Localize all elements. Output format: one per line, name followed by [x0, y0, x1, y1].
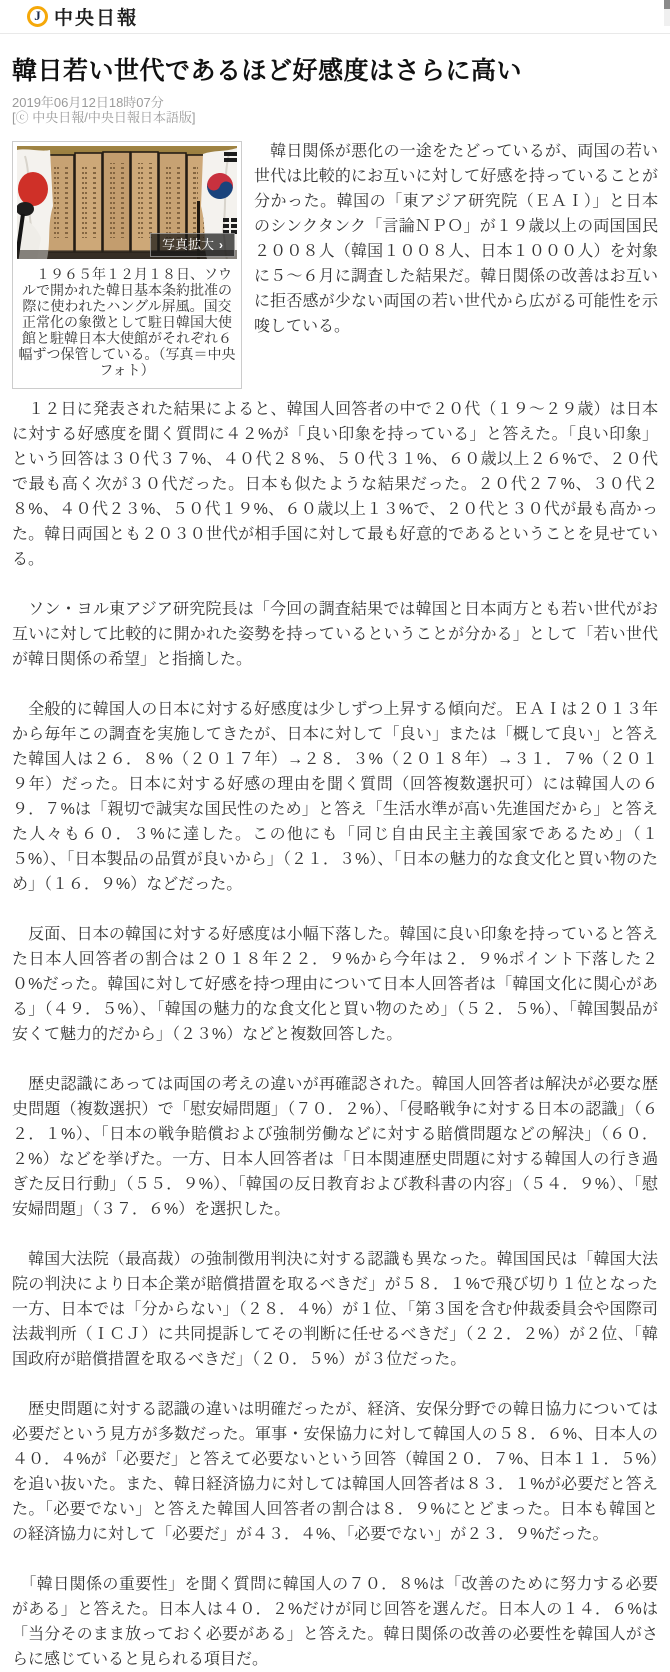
- article-paragraph: 韓国大法院（最高裁）の強制徴用判決に対する認識も異なった。韓国国民は「韓国大法院の判決により日本企業が賠償措置を取るべきだ」が５８．１%で飛び切り１位となった一方、日本では「分からない」（２８．４%）が１位、「第３国を含む仲裁委員会や国際司法裁判所（ＩＣＪ）に共同提訴してその判断に任せるべきだ」（２２．２%）が２位、「韓国政府が賠償措置を取るべきだ」（２０．５%）が３位だった。: [12, 1251, 658, 1368]
- article-paragraph: 韓日関係が悪化の一途をたどっているが、両国の若い世代は比較的にお互いに対して好感を持っていることが分かった。韓国の「東アジア研究院（ＥＡＩ）」と日本のシンクタンク「言論ＮＰＯ」が１９歳以上の両国国民２００８人（韓国１００８人、日本１０００人）を対象に５～６月に調査した結果だ。韓日関係の改善はお互いに拒否感が少ない両国の若い世代から広がる可能性を示唆している。: [254, 143, 658, 335]
- article-paragraph: 「韓日関係の重要性」を聞く質問に韓国人の７０．８%は「改善のために努力する必要がある」と答えた。日本人は４０．２%だけが同じ回答を選んだ。日本人の１４．６%は「当分そのまま放っておく必要がある」と答えた。韓日関係の改善の必要性を韓国人がさらに感じていると見られる項目だ。: [12, 1576, 658, 1668]
- article-paragraph: ソン・ヨル東アジア研究院長は「今回の調査結果では韓国と日本両方とも若い世代がお互いに対して比較的に開かれた姿勢を持っているということが分かる」として「若い世代が韓日関係の希望」と指摘した。: [12, 601, 658, 668]
- article-paragraph: 全般的に韓国人の日本に対する好感度は少しずつ上昇する傾向だ。ＥＡＩは２０１３年から毎年この調査を実施してきたが、日本に対して「良い」または「概して良い」と答えた韓国人は２６．８%（２０１７年）→２８．３%（２０１８年）→３１．７%（２０１９年）だった。日本に対する好感の理由を聞く質問（回答複数選択可）には韓国人の６９．７%は「親切で誠実な国民性のため」と答え「生活水準が高い先進国だから」と答えた人々も６０．３%に達した。この他にも「同じ自由民主主義国家であるため」（１５%）、「日本製品の品質が良いから」（２１．３%）、「日本の魅力的な食文化と買い物のため」（１６．９%）などだった。: [12, 701, 658, 893]
- article-paragraph: １２日に発表された結果によると、韓国人回答者の中で２０代（１９～２９歳）は日本に対する好感度を聞く質問に４２%が「良い印象を持っている」と答えた。「良い印象」という回答は３０代３７%、４０代２８%、５０代３１%、６０歳以上２６%で、２０代で最も高く次が３０代だった。日本も似たような結果だった。２０代２７%、３０代２８%、４０代２３%、５０代１９%、６０歳以上１３%で、２０代と３０代が最も高かった。韓日両国とも２０３０世代が相手国に対して最も好意的であるということを見せている。: [12, 401, 658, 568]
- photo-zoom-button[interactable]: [150, 233, 235, 257]
- japan-flag: [17, 149, 53, 259]
- joongang-logo-icon[interactable]: [27, 6, 48, 27]
- logo-letter: J: [34, 8, 41, 23]
- article-paragraph: 歴史問題に対する認識の違いは明確だったが、経済、安保分野での韓日協力については必要だという見方が多数だった。軍事・安保協力に対して韓国人の５８．６%、日本人の４０．４%が「必要だ」と答えて必要ないという回答（韓国２０．７%、日本１１．５%）を追い抜いた。また、韓日経済協力に対しては韓国人回答者は８３．１%が必要だと答えた。「必要でない」と答えた韓国人回答者の割合は８．９%にとどまった。日本も韓国との経済協力に対して「必要だ」が４３．４%、「必要でない」が２３．９%だった。: [12, 1401, 658, 1543]
- brand-joongang-ilbo[interactable]: 中央日報: [54, 8, 139, 29]
- page-title: 韓日若い世代であるほど好感度はさらに高い: [12, 57, 523, 85]
- photo-zoom-label: 写真拡大: [161, 237, 214, 252]
- article-page: [0, 54, 670, 1672]
- scrollbar-thumb[interactable]: [664, 0, 670, 9]
- article-paragraph: 反面、日本の韓国に対する好感度は小幅下落した。韓国に良い印象を持っていると答えた日本人回答者の割合は２０１８年２２．９%から今年は２．９%ポイント下落した２０%だった。韓国に対して好感を持つ理由について日本人回答者は「韓国文化に関心がある」（４９．５%）、「韓国の魅力的な食文化と買い物のため」（５２．５%）、「韓国製品が安くて魅力的だから」（２３%）などと複数回答した。: [12, 926, 658, 1043]
- site-header: [0, 0, 670, 34]
- article-copyright: [ⓒ 中央日報/中央日報日本語版]: [12, 110, 196, 125]
- article-photo[interactable]: [17, 146, 237, 259]
- chevron-right-icon: ›: [219, 237, 223, 252]
- article-paragraph: 歴史認識にあっては両国の考えの違いが再確認された。韓国人回答者は解決が必要な歴史問題（複数選択）で「慰安婦問題」（７０．２%）、「侵略戦争に対する日本の認識」（６２．１%）、「日本の戦争賠償および強制労働などに対する賠償問題などの解決」（６０．２%）などを挙げた。一方、日本人回答者は「日本関連歴史問題に対する韓国人の行き過ぎた反日行動」（５５．９%）、「韓国の反日教育および教科書の内容」（５４．９%）、「慰安婦問題」（３７．６%）を選択した。: [12, 1076, 658, 1218]
- article-date: 2019年06月12日18時07分: [12, 95, 164, 110]
- article-figure: [12, 141, 242, 389]
- photo-caption: １９６５年１２月１８日、ソウルで開かれた韓日基本条約批准の際に使われたハングル屏風。国交正常化の象徴として駐日韓国大使館と駐韓日本大使館がそれぞれ６幅ずつ保管している。（写真＝中央フォト）: [18, 266, 236, 378]
- scrollbar[interactable]: [664, 0, 670, 26]
- article-body: [12, 139, 658, 1672]
